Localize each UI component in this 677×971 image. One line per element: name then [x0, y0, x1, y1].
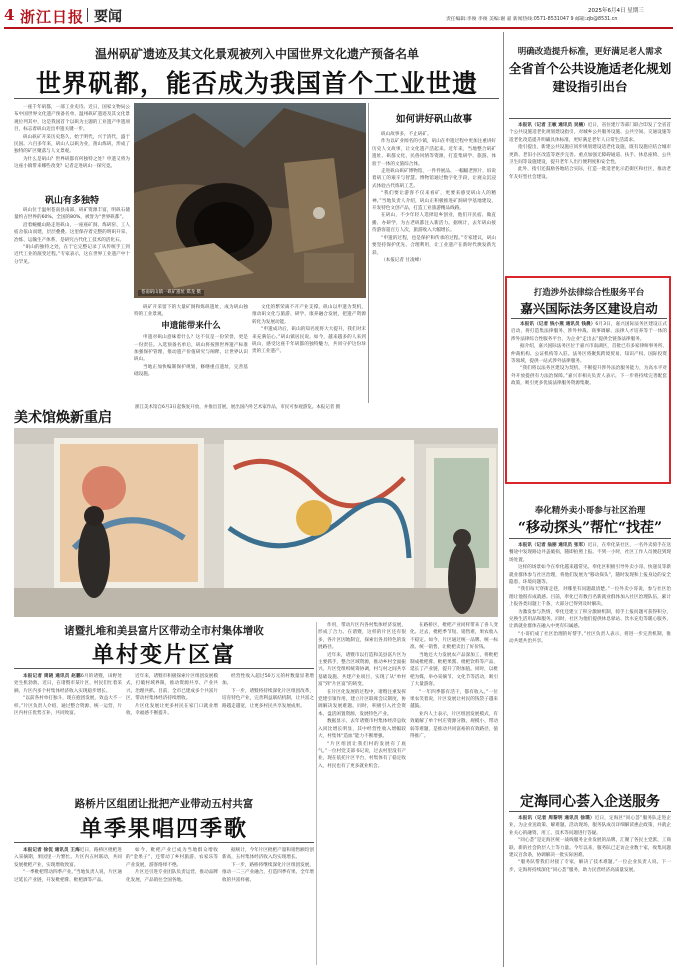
- right-story1-kicker: 明确改造提升标准，更好满足老人需求: [517, 47, 663, 57]
- lead-headline: 世界矾都，能否成为我国首个工业世遗: [35, 69, 478, 98]
- right-story4-body: 本报讯（记者 周黎明 通讯员 徐璞）近日，定海区“同心荟”服务队走进企业，为企业送政策、解难题。活动现场，服务队成员详细解读惠企政策，并就企业关心的融资、用工、技术等问题进行答疑。 “同心荟”是定海区统一战线服务企业发展的品牌，汇聚了各民主党派、工商联、新的社会阶层人士等力量。今年以来，服务队已走访企业数十家，收集问题建议百余条，协调解决一批实际困难。 “服务队帮我们对接了专家，解决了技术难题。”一位企业负责人说。下一步，定海将持续深化“同心荟”服务，助力民营经济高质量发展。: [509, 816, 671, 873]
- lead-column-3: 文化的繁荣离不开产业支撑。矾山以申遗为契机，推动矾文化与旅游、研学、康养融合发展，把遗产资源转化为发展动能。 “申遗成功后，矾山的知名度将大大提升，我们对未来充满信心。”矾山镇居民说。如今，越来越多的人来到矾山，感受这座千年矾都的独特魅力，共同守护这份珍贵的工业遗产。: [252, 305, 366, 355]
- luqiao-headline: 单季果唱四季歌: [79, 816, 248, 842]
- right-story3-rule: [509, 538, 671, 539]
- right-story1-byline: 本报讯（记者 王敏 通讯员 吴楠）: [518, 123, 588, 128]
- right-story3-body: 本报讯（记者 翁丽 通讯员 张军）近日，在奉化某社区，一名外卖骑手在送餐途中发现路边井盖破损，随即拍照上报。不到一小时，社区工作人员便赶到现场处置。 这样的场景如今在奉化越来越常见。奉化区积极引导外卖小哥、快递员等新就业群体参与社区治理，将他们发展为“移动探头”，随时发现和上报身边的安全隐患、环境问题等。 “我们每天穿街走巷，对哪里有问题最清楚。”一位外卖小哥说，参与社区治理让他很有成就感。目前，奉化已有数百名新就业群体加入社区治理队伍，累计上报各类问题上千条，大部分已得到及时解决。 为激发参与热情，奉化还建立了积分激励机制，骑手上报问题可获得积分，兑换生活用品和服务。同时，社区为他们提供休息驿站、饮水充电等暖心服务，让新就业群体在融入中更有归属感。 “小哥们成了社区治理的好帮手。”社区负责人表示，将进一步完善机制，推动共建共治共享。: [509, 543, 671, 645]
- sidebar-box: [370, 103, 498, 403]
- right-story2-body: 本报讯（记者 钱小燕 通讯员 钱晨）6月3日，嘉兴国际法务区建设正式启动，将打造集法律服务、涉外仲裁、商事调解、法律人才培养等于一体的涉外法律综合性服务平台，为企业“走出去”提供全链条法律服务。 据介绍，嘉兴国际法务区位于嘉兴市南湖区，首批已有多家律师事务所、仲裁机构、公证机构等入驻。法务区将聚焦跨境贸易、知识产权、国际投资等领域，提供一站式涉外法律服务。 “我们将以法务区建设为契机，不断提升涉外法治服务能力，为高水平对外开放提供有力法治保障。”嘉兴市相关负责人表示，下一步将持续完善配套政策，吸引更多优质法律服务资源集聚。: [511, 322, 667, 387]
- right-story3-headline: “移动探头”帮忙“找茬”: [517, 520, 663, 536]
- mine-ruins-image: [134, 103, 366, 298]
- masthead-rule: [4, 27, 673, 29]
- right-story1-headline: [507, 60, 673, 96]
- main-column-divider: [503, 32, 504, 967]
- luqiao-rule: [14, 842, 314, 843]
- subhead-benefit: 申遗能带来什么: [161, 320, 221, 331]
- sidebar-text: 矾山故事多，不止矾矿。 作为以矿业闻名的小镇，矾山在申遗过程中更加注重讲好历史人文故事，让文化遗产活起来。近年来，当地整合矾矿遗址、矾都文化、民俗风情等资源，打造集研学、旅游、体验于一体的文旅综合体。 走进矾山矾矿博物馆，一件件展品、一幅幅老照片，诉说着矾工的艰辛与智慧。博物馆通过数字化手段，让观众沉浸式体验古代炼矾工艺。 “我们要让游客不仅来看矿，更要来感受矾山人的精神。”当地负责人介绍，矾山正积极推进矿洞研学基地建设，开发特色文创产品，打造工业旅游精品线路。 在矾山，不少年轻人选择返乡创业，他们开民宿、做直播、办研学，为古老矾都注入新活力。据统计，去年矾山接待游客超百万人次，旅游收入大幅增长。 “申遗的过程，也是保护和传承的过程。”专家建议，矾山要坚持保护优先、合理利用，让工业遗产在新时代焕发新光彩。 （本报记者 甘凌峰）: [372, 132, 496, 263]
- masthead: [4, 2, 673, 28]
- zhuji-headline: 单村变片区富: [91, 642, 236, 668]
- museum-caption: 浙江美术馆自6月3日起恢复开放，并推出首展，展出国内外艺术家作品，市民可参观游览。本报记者 摄: [135, 405, 341, 410]
- page-number: 4: [4, 6, 15, 24]
- luqiao-kicker: 路桥片区组团让批把产业带动五村共富: [74, 798, 254, 810]
- zhuji-kicker: 诸暨扎堆和美县富片区带动全市村集体增收: [64, 625, 264, 637]
- paper-name: 浙江日报: [20, 8, 85, 26]
- right-story2-headline: 嘉兴国际法务区建设启动: [520, 301, 658, 316]
- museum-headline: 美术馆焕新重启: [14, 410, 112, 426]
- subhead-unique: 矾山有多独特: [44, 196, 99, 206]
- right-story1-rule: [509, 118, 671, 119]
- lead-photo: [134, 103, 366, 298]
- luqiao-col-1: 本报记者 徐侃 通讯员 王海近日，路桥区枇杷进入采摘期，果园里一片繁忙。片区内五村联动，共同发展枇杷产业，实现增收致富。 “一季枇杷带动四季产业。”当地负责人说，片区通过延长产业链，开发枇杷膏、枇杷酒等产品。: [14, 848, 122, 883]
- luqiao-byline: 本报记者 徐侃 通讯员 王海: [23, 848, 80, 853]
- luqiao-col-2: 如今，枇杷产业已成为当地群众增收的“金果子”，还带动了乡村旅游、农家乐等产业发展，游客络绎不绝。 片区还引进专业团队负责运营，推动品牌化发展，产品销往全国各地。: [126, 848, 218, 883]
- right-story4-rule: [509, 811, 671, 812]
- right-story2-kicker: 打造涉外法律综合性服务平台: [533, 288, 645, 298]
- zhuji-col-3: 经营性收入超过50万元的村数量显著增加。 下一步，诸暨将持续深化片区组团改革，培育特色产业，完善利益联结机制，让共富之路越走越宽，让更多村民共享发展成果。: [222, 674, 314, 709]
- museum-photo: [14, 428, 498, 617]
- header-divider: [87, 8, 88, 22]
- right-story4-headline: 定海同心荟入企送服务: [520, 794, 660, 810]
- hotline: 新闻热线:0571-8531047 9 邮箱:zjb@8531.cn: [512, 17, 618, 22]
- editors: 责任编辑:李俊 李俊 美编:谢 嘉: [446, 17, 512, 22]
- continued-col-b: 在路桥区，枇杷产业同样带来了喜人变化。过去，枇杷季节短、销售难，果农收入不稳定。如今，片区通过统一品牌、统一标准、统一销售，让枇杷卖出了好价钱。 当地还大力发展农产品深加工，将枇杷制成枇杷膏、枇杷果酱、枇杷饮料等产品，延长了产业链，提升了附加值。同时，以枇杷为媒，举办采摘节、文化节等活动，吸引了大量游客。 “一年四季都有活干，都有收入。”一位果农笑着说，片区发展让村民的钱袋子越来越鼓。 业内人士表示，片区组团发展模式，有效破解了单个村庄资源分散、规模小、带动弱等难题，是推动共同富裕的有效路径，值得推广。: [410, 623, 498, 740]
- sidebar-title: 如何讲好矾山故事: [395, 114, 472, 125]
- lead-column-2: 矾矿开采留下的大量矿洞和炼矾遗址，成为矾山独特的工业景观。 申遗能带来什么 申遗对矾山意味着什么？这不仅是一份荣誉，更是一份责任。入选预备名单后，矾山将按照世界遗产标准加强保护管理，推动遗产价值研究与阐释，让世界认识矾山。 当地正加快编制保护规划，修缮重点遗址，完善基础设施。: [134, 305, 248, 378]
- lead-column-1b: 矾山位于温州苍南县南部，矾矿资源丰富，明矾石储量约占世界的60%、全国的80%，被誉为“世界矾都”。 沿着蜿蜒山路走进矾山，一座座矿洞、炼矾窑、工人宿舍依山而建，层层叠叠。这里保存着完整的明矾开采、冶炼、运输生产体系，是研究古代化工技术的活化石。 “矾山的独特之处，在于它完整记录了从传统手工到近代工业的演变过程。”专家表示，这在世界工业遗产中十分罕见。: [14, 208, 130, 265]
- continued-col-a: 作用，带动片区内各村集体经济发展，形成了合力。在诸暨，这样的片区还有很多，各片区因地制宜，探索出各具特色的发展路径。 近年来，诸暨市以打造和美县富片区为主要抓手，整合区域资源，推动乡村全面振兴。片区党组织统筹协调，村与村之间共享基础设施、共建产业项目，实现了从“单村富”到“片区富”的转变。 在片区化发展的过程中，诸暨注重发挥党建引领作用，建立片区联席会议制度，协调解决发展难题。同时，积极引入社会资本，盘活闲置资源，发展特色产业。 数据显示，去年诸暨市村集体经济总收入同比增长明显，其中经营性收入增幅较大，村集体“造血”能力不断增强。 “片区组团让我们村的发展有了底气。”一位村党支部书记说，过去村里没有产业，现在依托片区平台，村集体有了稳定收入，村民也有了更多就业机会。: [318, 623, 406, 769]
- right-story3-kicker: 奉化精外卖小哥参与社区治理: [534, 506, 646, 516]
- mid-divider: [316, 622, 317, 965]
- zhuji-col-2: 近年来，诸暨市积极探索片区组团发展模式，打破村域界限，推动资源共享、产业共兴、治理共抓。目前，全市已建成多个共富片区，带动村集体经济持续增收。 片区化发展让更多村民在家门口就业增收，幸福感不断提升。: [126, 674, 218, 717]
- lead-column-1: 一座千年矾都，一部工业史诗。近日，国家文物局公布中国世界文化遗产预备名单，温州矾矿遗迹及其文化景观位列其中，这是我国首个以矾为主题的工业遗产申遗项目，标志着矾山迈出申遗关键一步。 矾山矾矿开采历史悠久，始于明代，兴于清代，盛于民国。六百多年来，矾山人以矾为业，凿山炼矾，形成了独特的矿区聚落与人文景观。 为什么是矾山？世界矾都有何独特之处？申遗又将为这座小镇带来哪些改变？记者走进矾山一探究竟。: [14, 105, 130, 170]
- editor-info: [446, 15, 617, 22]
- luqiao-col-3: 据统计，今年片区枇杷产量和销售额均创新高，五村集体经济收入均实现增长。 下一步，路桥将继续深化片区组团发展，推动一二三产业融合，打造四季有果、全年增收的共富样板。: [222, 848, 314, 883]
- right-story2-rule: [511, 318, 667, 319]
- gallery-image: [14, 428, 498, 617]
- right-story3-byline: 本报讯（记者 翁丽 通讯员 张军）: [518, 543, 588, 548]
- right-story1-headline-text: 全省首个公共设施适老化规划建设指引出台: [508, 61, 672, 94]
- right-story1-body: 本报讯（记者 王敏 通讯员 吴楠）近日，省住建厅等部门联合印发了全省首个公共设施适老化规划建设指引，对城乡公共服务设施、公共空间、交通设施等适老化改造提升明确具体标准，更好满足老年人日常生活需求。 指引提出，新建公共设施应同步规划建设适老化设施，既有设施应结合城市更新、老旧小区改造等逐步完善。重点加强无障碍通道、扶手、休息座椅、公共卫生间等设施建设，提升老年人出行便利度和安全性。 此外，指引还鼓励各地结合实际，打造一批适老化示范街区和社区，推动老年友好型社会建设。: [509, 123, 671, 180]
- section-name: 要闻: [94, 9, 122, 25]
- lead-photo-caption: 苍南矾山镇一矾矿遗址 郑龙 摄: [138, 290, 204, 296]
- lead-rule: [14, 98, 499, 99]
- zhuji-col-1: 本报记者 周晓 通讯员 赵鹏6月的诸暨，田野处处生机勃勃。近日，在诸暨市某片区，村民们忙着采摘，片区内多个村集体经济收入实现稳步增长。 “以前各村单打独斗，现在抱团发展，效益大不一样。”片区负责人介绍，通过整合资源、统一运营，片区内村庄优势互补，共同致富。: [14, 674, 122, 717]
- right-story2-byline: 本报讯（记者 钱小燕 通讯员 钱晨）: [520, 322, 596, 327]
- right-story4-byline: 本报讯（记者 周黎明 通讯员 徐璞）: [518, 816, 595, 821]
- lead-kicker: 温州矾矿遗迹及其文化景观被列入中国世界文化遗产预备名单: [94, 47, 419, 61]
- sidebar-divider: [368, 103, 369, 403]
- issue-date: 2025年6月4日 星期三: [588, 8, 644, 14]
- zhuji-rule: [14, 668, 314, 669]
- zhuji-byline: 本报记者 周晓 通讯员 赵鹏: [23, 674, 81, 679]
